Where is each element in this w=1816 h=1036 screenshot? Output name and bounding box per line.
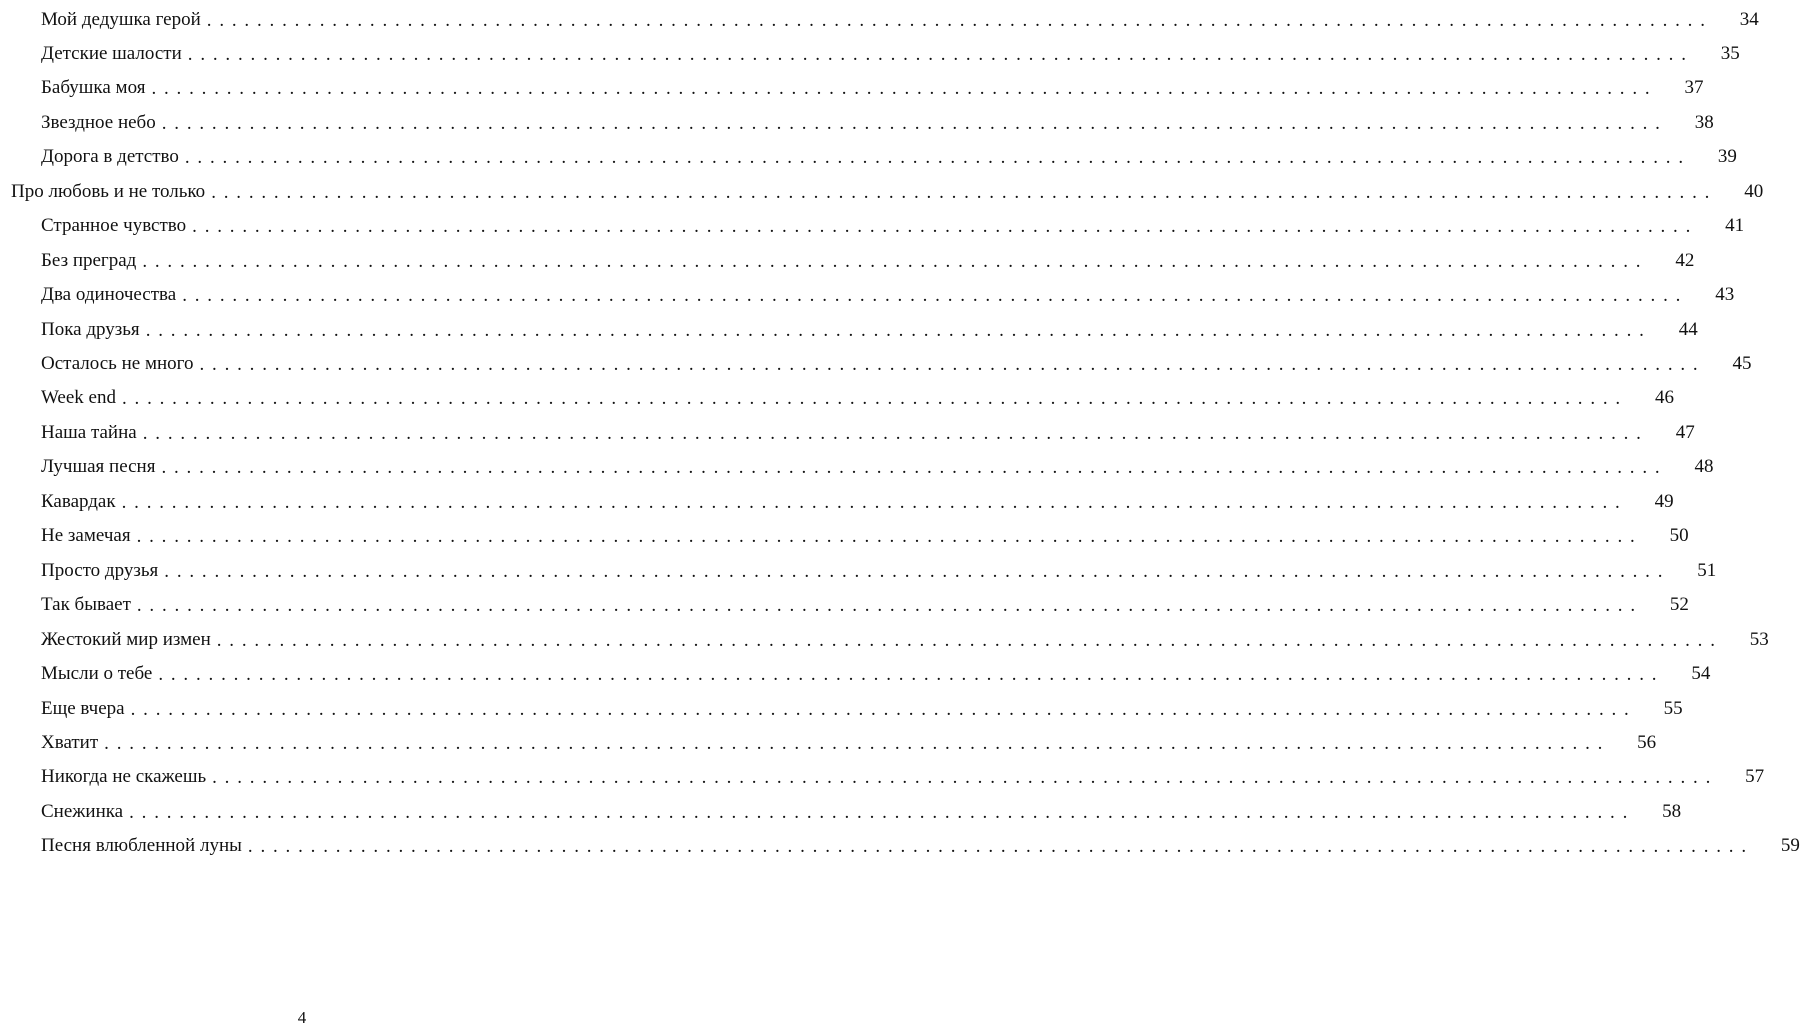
toc-entry-page: 57 <box>1745 766 1765 788</box>
dot-leader: ........................................................................................................................ <box>158 664 1665 686</box>
dot-leader: ........................................................................................................................ <box>121 388 1628 410</box>
toc-entry <box>0 622 1769 656</box>
dot-leader: ........................................................................................................................ <box>161 457 1668 479</box>
dot-leader: ........................................................................................................................ <box>104 732 1611 754</box>
toc-entry-page: 38 <box>1694 111 1714 133</box>
dot-leader: ........................................................................................................................ <box>192 216 1699 238</box>
dot-leader: ........................................................................................................................ <box>142 422 1649 444</box>
dot-leader: ........................................................................................................................ <box>212 767 1719 789</box>
toc-entry-title: Осталось не много <box>41 353 194 374</box>
toc-entry-title: Два одиночества <box>41 284 177 306</box>
dot-leader: ........................................................................................................................ <box>216 629 1723 651</box>
toc-entry-title: Детские шалости <box>41 42 182 64</box>
toc-entry-page: 35 <box>1720 42 1740 64</box>
toc-entry-title: Так бывает <box>41 594 131 616</box>
toc-entry-page: 39 <box>1717 146 1737 168</box>
toc-entry <box>0 347 1752 381</box>
toc-entry-page: 43 <box>1715 284 1735 306</box>
toc-entry-title: Странное чувство <box>41 215 187 237</box>
toc-entry-page: 34 <box>1739 8 1759 30</box>
toc-entry-page: 37 <box>1684 77 1704 99</box>
dot-leader: ........................................................................................................................ <box>142 250 1649 272</box>
dot-leader: ........................................................................................................................ <box>136 526 1643 548</box>
toc-entry-page: 49 <box>1654 490 1674 512</box>
toc-entry-page: 45 <box>1732 353 1752 374</box>
toc-entry-title: Жестокий мир измен <box>41 628 211 650</box>
toc-entry-page: 44 <box>1678 318 1698 340</box>
toc-entry-title: Просто друзья <box>41 559 159 581</box>
toc-entry-page: 48 <box>1694 456 1714 478</box>
toc-section-entry <box>0 174 1764 208</box>
toc-entry <box>0 657 1711 691</box>
toc-entry-title: Кавардак <box>41 490 116 512</box>
toc-entry-title: Не замечая <box>41 525 131 547</box>
dot-leader: ........................................................................................................................ <box>187 43 1694 65</box>
toc-entry <box>0 2 1759 36</box>
toc-entry-page: 51 <box>1697 559 1717 581</box>
toc-entry-title: Еще вчера <box>41 697 125 719</box>
dot-leader: ........................................................................................................................ <box>164 560 1671 582</box>
toc-entry <box>0 450 1714 484</box>
toc-entry-title: Мой дедушка герой <box>41 8 201 30</box>
toc-entry-title: Хватит <box>41 731 99 753</box>
toc-entry <box>0 140 1737 174</box>
toc-entry <box>0 829 1800 863</box>
toc-entry-page: 41 <box>1725 215 1745 237</box>
dot-leader: ........................................................................................................................ <box>182 285 1689 307</box>
toc-entry-page: 53 <box>1749 628 1769 650</box>
dot-leader: ........................................................................................................................ <box>121 491 1628 513</box>
toc-entry <box>0 794 1682 828</box>
dot-leader: ........................................................................................................................ <box>247 836 1754 858</box>
toc-entry <box>0 278 1735 312</box>
toc-entry-title: Песня влюбленной луны <box>41 835 242 857</box>
toc-entry-page: 59 <box>1780 835 1800 857</box>
toc-entry <box>0 71 1704 105</box>
toc-entry-page: 54 <box>1691 663 1711 685</box>
toc-entry <box>0 691 1683 725</box>
toc-entry-title: Пока друзья <box>41 318 140 340</box>
toc-entry-page: 42 <box>1675 249 1695 271</box>
toc-entry <box>0 105 1714 139</box>
toc-entry-page: 58 <box>1662 800 1682 822</box>
dot-leader: ........................................................................................................................ <box>184 147 1691 169</box>
toc-entry-title: Снежинка <box>41 800 124 822</box>
dot-leader: ........................................................................................................................ <box>206 9 1713 31</box>
toc-entry <box>0 209 1745 243</box>
toc-entry-title: Звездное небо <box>41 111 156 133</box>
dot-leader: ........................................................................................................................ <box>130 698 1637 720</box>
dot-leader: ........................................................................................................................ <box>145 319 1652 341</box>
toc-entry <box>0 588 1689 622</box>
toc-entry-title: Про любовь и не только <box>11 180 206 202</box>
toc-entry <box>0 725 1657 759</box>
dot-leader: ........................................................................................................................ <box>161 112 1668 134</box>
toc-entry-title: Week end <box>41 387 116 409</box>
toc-entry <box>0 381 1674 415</box>
toc-entry <box>0 484 1674 518</box>
toc-entry <box>0 36 1740 70</box>
dot-leader: ........................................................................................................................ <box>199 354 1706 375</box>
toc-entry-title: Наша тайна <box>41 421 137 443</box>
toc-entry <box>0 312 1698 346</box>
toc-entry-page: 52 <box>1669 594 1689 616</box>
dot-leader: ........................................................................................................................ <box>211 181 1718 203</box>
toc-entry-page: 56 <box>1637 731 1657 753</box>
toc-entry-page: 40 <box>1744 180 1764 202</box>
toc-entry-title: Без преград <box>41 249 137 271</box>
toc-entry <box>0 553 1717 587</box>
toc-entry <box>0 415 1695 449</box>
toc-entry-page: 55 <box>1663 697 1683 719</box>
toc-entry <box>0 519 1689 553</box>
toc-entry-page: 50 <box>1669 525 1689 547</box>
toc-entry-title: Бабушка моя <box>41 77 146 99</box>
toc-entry-title: Лучшая песня <box>41 456 156 478</box>
toc-entry <box>0 760 1765 794</box>
toc-entry <box>0 243 1695 277</box>
page-number: 4 <box>297 1008 307 1027</box>
dot-leader: ........................................................................................................................ <box>151 78 1658 100</box>
toc-entry-page: 47 <box>1675 421 1695 443</box>
dot-leader: ........................................................................................................................ <box>129 801 1636 823</box>
toc-entry-title: Мысли о тебе <box>41 663 153 685</box>
toc-entry-title: Дорога в детство <box>41 146 179 168</box>
toc-entry-title: Никогда не скажешь <box>41 766 207 788</box>
dot-leader: ........................................................................................................................ <box>136 595 1643 617</box>
toc-entry-page: 46 <box>1654 387 1674 409</box>
